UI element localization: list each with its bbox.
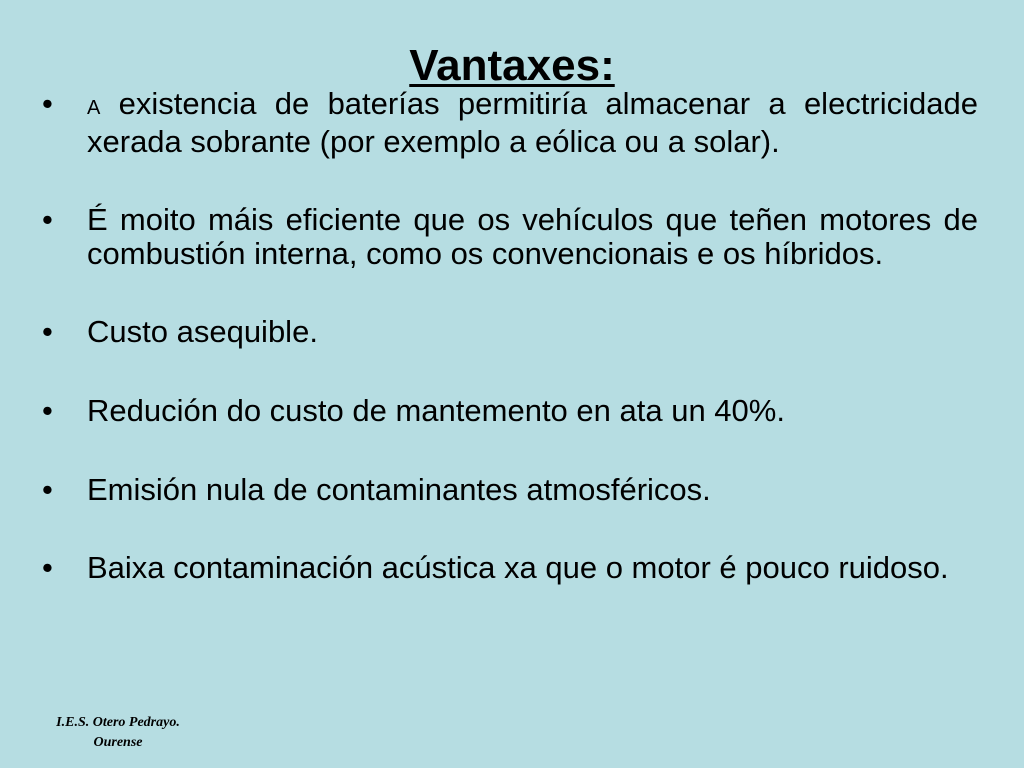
bullet-dot-icon: • [42, 202, 53, 237]
bullet-dot-icon: • [42, 472, 53, 507]
bullet-text: Emisión nula de contaminantes atmosféricos. [87, 472, 711, 507]
bullet-text: Custo asequible. [87, 314, 318, 349]
bullet-first-letter: A [87, 97, 101, 119]
bullet-dot-icon: • [42, 314, 53, 349]
bullet-list [42, 87, 978, 585]
slide-title: Vantaxes: [409, 41, 615, 90]
bullet-dot-icon: • [42, 393, 53, 428]
bullet-text: existencia de baterías permitiría almacenar a electricidade xerada sobrante (por exemplo a eólica ou a solar). [87, 86, 978, 159]
bullet-dot-icon: • [42, 550, 53, 585]
bullet-item [42, 394, 978, 428]
bullet-item [42, 473, 978, 507]
footer-credit [38, 713, 198, 753]
bullet-text: Redución do custo de mantemento en ata un 40%. [87, 393, 785, 428]
bullet-item [42, 203, 978, 271]
footer-school: I.E.S. Otero Pedrayo. [56, 715, 180, 730]
bullet-item [42, 551, 978, 585]
bullet-text: É moito máis eficiente que os vehículos que teñen motores de combustión interna, como os convencionais e os híbridos. [87, 202, 978, 271]
bullet-text: Baixa contaminación acústica xa que o motor é pouco ruidoso. [87, 550, 949, 585]
footer-city: Ourense [93, 735, 143, 750]
bullet-dot-icon: • [42, 86, 53, 121]
bullet-item [42, 87, 978, 159]
bullet-item [42, 315, 978, 349]
